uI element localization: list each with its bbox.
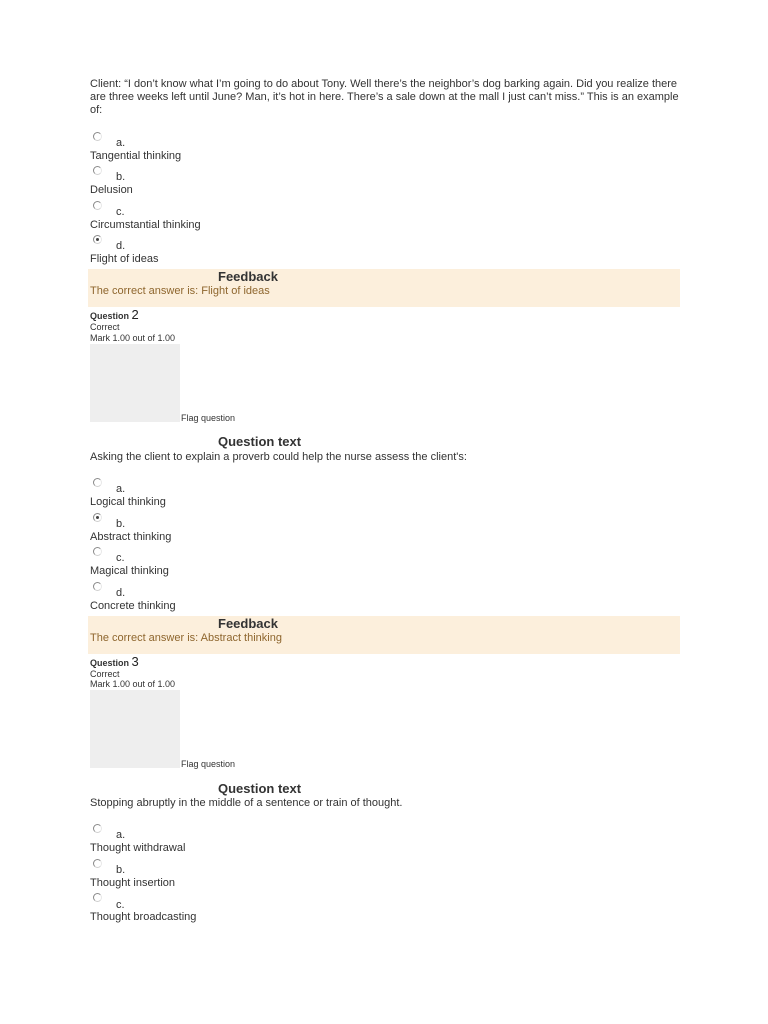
question-mark: Mark 1.00 out of 1.00 — [90, 679, 176, 689]
option-label: Thought broadcasting — [90, 911, 197, 923]
flag-icon-box[interactable] — [90, 690, 180, 768]
option-radio[interactable] — [93, 824, 102, 833]
option-letter: d. — [116, 587, 126, 599]
option-label: Magical thinking — [90, 565, 169, 577]
option-radio[interactable] — [93, 478, 102, 487]
option-radio[interactable] — [93, 859, 102, 868]
option-letter: c. — [116, 552, 125, 564]
question-label: Question — [90, 311, 130, 321]
question-mark: Mark 1.00 out of 1.00 — [90, 333, 176, 343]
flag-question-link[interactable]: Flag question — [181, 413, 236, 423]
question-number: 3 — [131, 654, 139, 669]
question-status: Correct — [90, 669, 120, 679]
option-radio[interactable] — [93, 582, 102, 591]
option-letter: c. — [116, 899, 125, 911]
question-2-text: Asking the client to explain a proverb could help the nurse assess the client's: — [90, 451, 467, 463]
option-label: Tangential thinking — [90, 150, 182, 162]
option-radio-selected[interactable] — [93, 235, 102, 244]
feedback-panel — [88, 616, 680, 654]
option-label: Thought insertion — [90, 877, 175, 889]
question-number: 2 — [131, 307, 139, 322]
option-letter: a. — [116, 829, 126, 841]
option-label: Circumstantial thinking — [90, 219, 201, 231]
option-radio-selected[interactable] — [93, 513, 102, 522]
option-letter: b. — [116, 518, 126, 530]
option-letter: c. — [116, 206, 125, 218]
option-radio[interactable] — [93, 547, 102, 556]
question-3-text: Stopping abruptly in the middle of a sentence or train of thought. — [90, 797, 403, 809]
option-label: Logical thinking — [90, 496, 166, 508]
flag-icon-box[interactable] — [90, 344, 180, 422]
option-label: Abstract thinking — [90, 531, 172, 543]
option-label: Flight of ideas — [90, 253, 159, 265]
option-letter: a. — [116, 483, 126, 495]
question-text-heading: Question text — [218, 434, 302, 449]
question-2-header — [90, 309, 139, 322]
option-label: Thought withdrawal — [90, 842, 186, 854]
feedback-text: The correct answer is: Abstract thinking — [90, 632, 282, 644]
question-3-header — [90, 656, 139, 669]
feedback-text: The correct answer is: Flight of ideas — [90, 285, 270, 297]
option-letter: b. — [116, 864, 126, 876]
feedback-title: Feedback — [218, 616, 278, 631]
option-label: Delusion — [90, 184, 133, 196]
option-radio[interactable] — [93, 132, 102, 141]
option-letter: a. — [116, 137, 126, 149]
question-label: Question — [90, 658, 130, 668]
flag-question-link[interactable]: Flag question — [181, 759, 236, 769]
option-label: Concrete thinking — [90, 600, 176, 612]
feedback-panel — [88, 269, 680, 307]
question-status: Correct — [90, 322, 120, 332]
feedback-title: Feedback — [218, 269, 278, 284]
option-letter: d. — [116, 240, 126, 252]
question-1-text: Client: “I don’t know what I’m going to do about Tony. Well there’s the neighbor’s dog barking again. Did you realize there are three weeks left until June? Man, it’s hot in here. There’s a sale down at the mall I just can’t miss.” This is an example of: — [90, 78, 679, 116]
option-radio[interactable] — [93, 166, 102, 175]
option-radio[interactable] — [93, 201, 102, 210]
question-text-heading: Question text — [218, 781, 302, 796]
option-letter: b. — [116, 171, 126, 183]
option-radio[interactable] — [93, 893, 102, 902]
